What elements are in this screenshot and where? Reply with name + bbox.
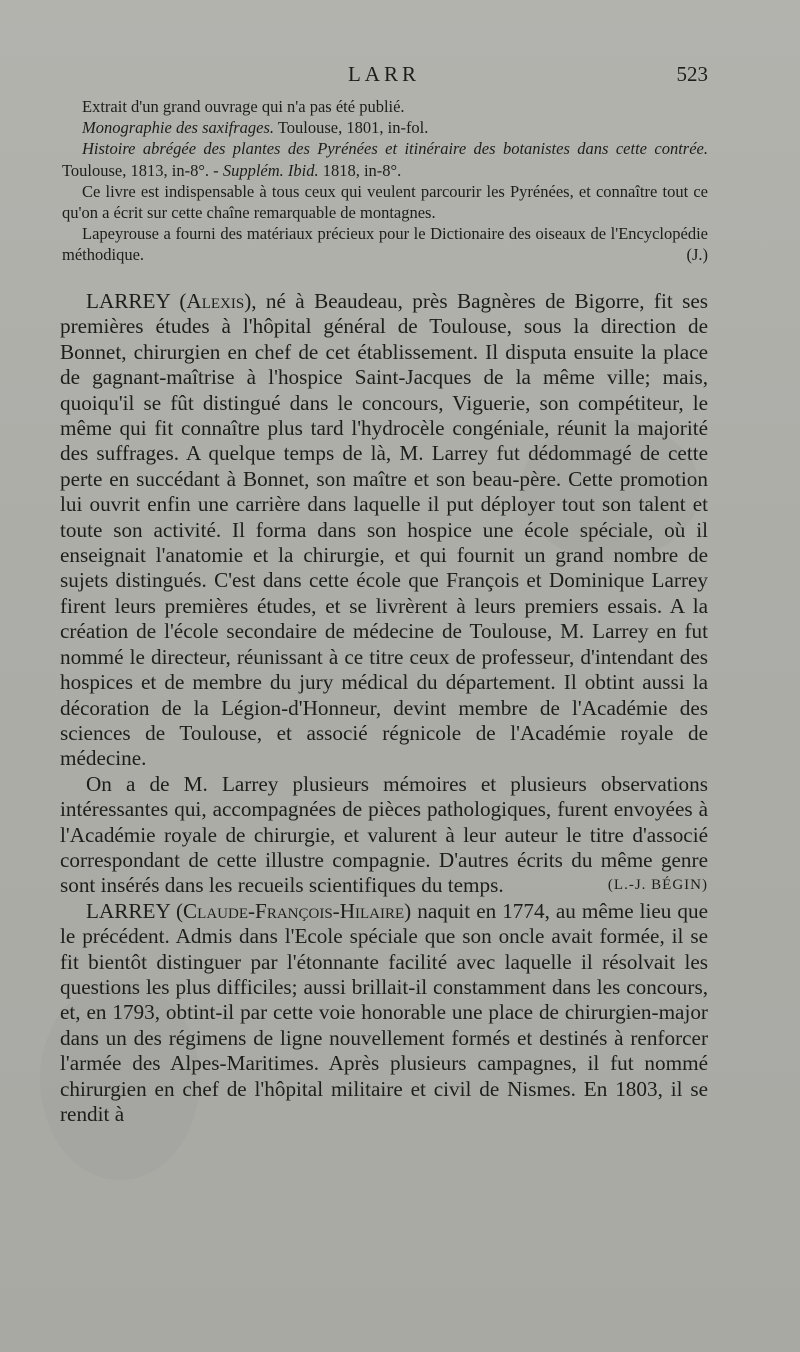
author-signature: (L.-J. BÉGIN) (607, 877, 708, 894)
note-line: Histoire abrégée des plantes des Pyrénées et itinéraire des botanistes dans cette contrée. Toulouse, 1813, in-8°. - Supplém. Ibid. 1818, in-8°. (62, 139, 708, 180)
entry-paragraph (60, 772, 708, 899)
entry-text: , né à Beaudeau, près Bagnères de Bigorre, fit ses premières études à l'hôpital général de Toulouse, sous la direction de Bonnet, chirurgien en chef de cet établissement. Il disputa ensuite la place de gagnant-maîtrise à l'hospice Saint-Jacques de la même ville; mais, quoiqu'il se fût distingué dans le concours, Viguerie, son compétiteur, le même qui fit connaître plus tard l'hydrocèle congéniale, réunit la majorité des suffrages. A quelque temps de là, M. Larrey fut dédommagé de cette perte en succédant à Bonnet, son maître et son beau-père. Cette promotion lui ouvrit enfin une carrière dans laquelle il put déployer tout son talent et toute son activité. Il forma dans son hospice une école spéciale, où il enseignait l'anatomie et la chirurgie, et qui fournit un grand nombre de sujets distingués. C'est dans cette école que François et Dominique Larrey firent leurs premières études, et se livrèrent à leurs premiers essais. A la création de l'école secondaire de médecine de Toulouse, M. Larrey en fut nommé le directeur, réunissant à ce titre ceux de professeur, d'intendant des hospices et de membre du jury médical du département. Il obtint aussi la décoration de la Légion-d'Honneur, devint membre de l'Académie des sciences de Toulouse, et associé régnicole de l'Académie royale de médecine. (60, 289, 708, 771)
work-title: Histoire abrégée des plantes des Pyrénées et itinéraire des botanistes dans cette contrée. (82, 139, 708, 159)
entry-firstname: (Alexis) (179, 289, 252, 313)
page-number: 523 (676, 62, 708, 86)
entry-larrey-alexis (60, 289, 708, 772)
work-title: Monographie des saxifrages. (82, 118, 275, 138)
note-line: Ce livre est indispensable à tous ceux qui veulent parcourir les Pyrénées, et connaître tout ce qu'on a écrit sur cette chaîne remarquable de montagnes. (62, 181, 708, 223)
note-line: Lapeyrouse a fourni des matériaux précieux pour le Dictionaire des oiseaux de l'Encyclopédie méthodique. (J.) (62, 224, 708, 265)
entry-text: naquit en 1774, au même lieu que le précédent. Admis dans l'Ecole spéciale que son oncle avait formée, il se fit bientôt distinguer par l'étonnante facilité avec laquelle il résolvait les questions les plus difficiles; aussi brillait-il constamment dans les concours, et, en 1793, obtint-il par cette voie honorable une place de chirurgien-major dans un des régimens de ligne nouvellement formés et destinés à renforcer l'armée des Alpes-Maritimes. Après plusieurs campagnes, il fut nommé chirurgien en chef de l'hôpital militaire et civil de Nismes. En 1803, il se rendit à (60, 898, 708, 1126)
article-body (60, 289, 708, 1127)
page-header (60, 62, 708, 92)
entry-name: LARREY (86, 289, 170, 313)
note-line: Extrait d'un grand ouvrage qui n'a pas été publié. (82, 97, 405, 116)
entry-firstname: (Claude-François-Hilaire) (175, 898, 412, 923)
supplement-title: Supplém. Ibid. (222, 160, 319, 180)
note-line: Monographie des saxifrages. Toulouse, 1801, in-fol. (82, 118, 429, 138)
bibliography-notes (62, 96, 708, 266)
entry-name: LARREY (86, 898, 170, 923)
entry-text: On a de M. Larrey plusieurs mémoires et plusieurs observations intéressantes qui, accompagnées de pièces pathologiques, furent envoyées à l'Académie royale de chirurgie, et valurent à leur auteur le titre d'associé correspondant de cette illustre compagnie. D'autres écrits du même genre sont insérés dans les recueils scientifiques du temps. (60, 771, 708, 898)
author-signature: (J.) (686, 245, 708, 265)
running-head: LARR (347, 62, 420, 86)
entry-larrey-claude (60, 899, 708, 1128)
